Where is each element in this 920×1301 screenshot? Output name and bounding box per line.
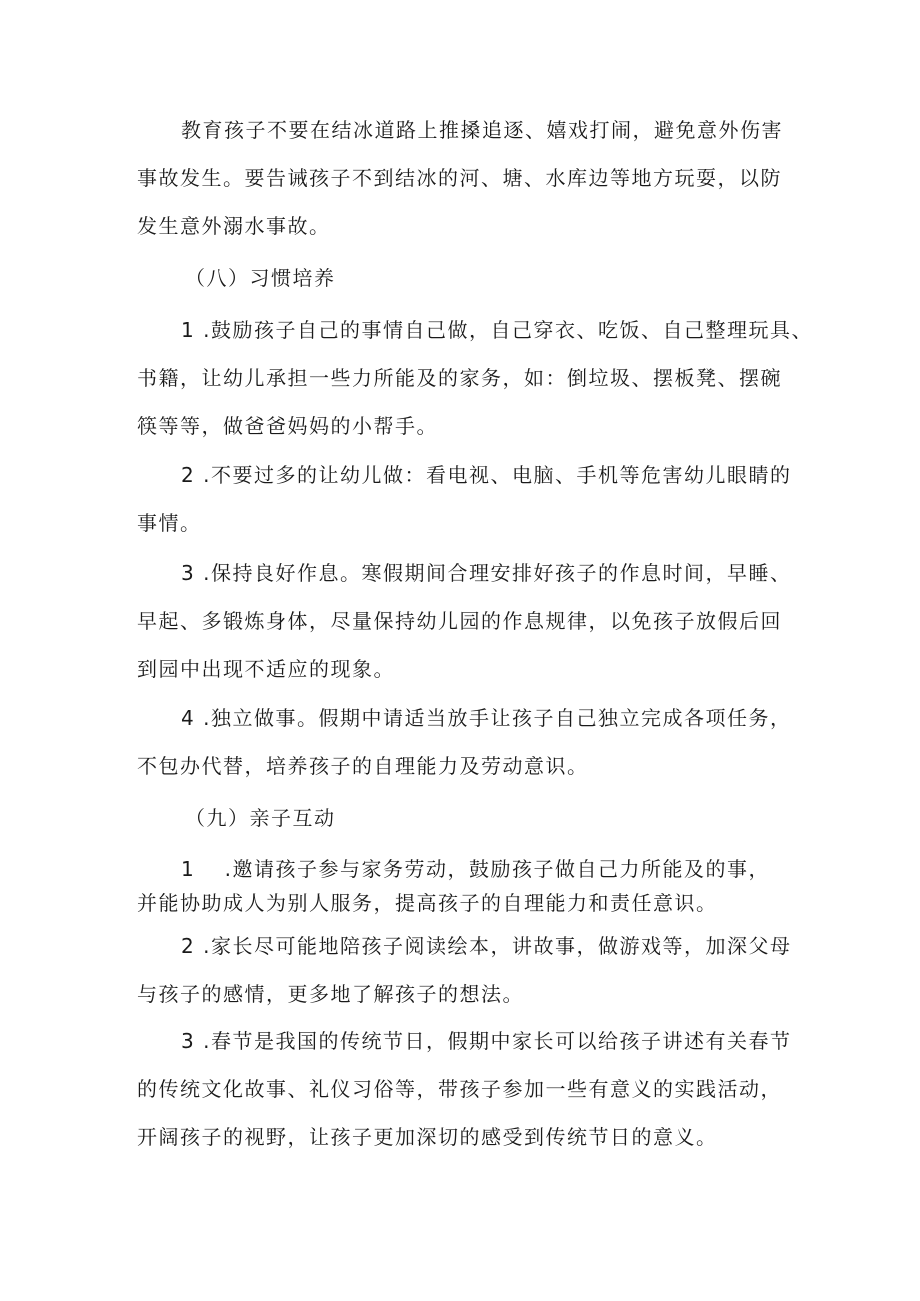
section-heading-parent-child: （九）亲子互动: [185, 806, 336, 830]
text-line: 早起、多锻炼身体，尽量保持幼儿园的作息规律，以免孩子放假后回: [137, 609, 782, 633]
text-line: 并能协助成人为别人服务，提高孩子的自理能力和责任意识。: [137, 891, 718, 915]
text-line: 3 .保持良好作息。寒假期间合理安排好孩子的作息时间，早睡、: [181, 561, 792, 585]
text-line: 3 .春节是我国的传统节日，假期中家长可以给孩子讲述有关春节: [181, 1029, 792, 1053]
paragraph-interaction-1: [137, 852, 797, 920]
text-line: 事故发生。要告诫孩子不到结冰的河、塘、水库边等地方玩耍，以防: [137, 166, 782, 190]
text-line: 1 .邀请孩子参与家务劳动，鼓励孩子做自己力所能及的事，: [181, 857, 770, 881]
paragraph-interaction-2: [137, 922, 797, 1018]
text-line: 不包办代替，培养孩子的自理能力及劳动意识。: [137, 754, 589, 778]
text-line: 2 .家长尽可能地陪孩子阅读绘本，讲故事，做游戏等，加深父母: [181, 934, 792, 958]
text-line: 发生意外溺水事故。: [137, 214, 331, 238]
text-line: 2 .不要过多的让幼儿做：看电视、电脑、手机等危害幼儿眼睛的: [181, 463, 792, 487]
paragraph-interaction-3: [137, 1017, 797, 1161]
text-line: 的传统文化故事、礼仪习俗等，带孩子参加一些有意义的实践活动，: [137, 1077, 782, 1101]
text-line: 到园中出现不适应的现象。: [137, 657, 395, 681]
text-line: 书籍，让幼儿承担一些力所能及的家务，如：倒垃圾、摆板凳、摆碗: [137, 366, 782, 390]
paragraph-ice-safety: [137, 106, 797, 250]
text-line: 事情。: [137, 511, 202, 535]
text-line: 4 .独立做事。假期中请适当放手让孩子自己独立完成各项任务，: [181, 706, 792, 730]
text-line: 1 .鼓励孩子自己的事情自己做，自己穿衣、吃饭、自己整理玩具、: [181, 318, 813, 342]
paragraph-habit-2: [137, 451, 797, 547]
paragraph-habit-3: [137, 549, 797, 693]
text-line: 与孩子的感情，更多地了解孩子的想法。: [137, 982, 524, 1006]
text-line: 筷等等，做爸爸妈妈的小帮手。: [137, 414, 438, 438]
text-line: 开阔孩子的视野，让孩子更加深切的感受到传统节日的意义。: [137, 1125, 718, 1149]
section-heading-habits: （八）习惯培养: [185, 266, 336, 290]
paragraph-habit-4: [137, 694, 797, 790]
text-line: 教育孩子不要在结冰道路上推搡追逐、嬉戏打闹，避免意外伤害: [181, 118, 783, 142]
paragraph-habit-1: [137, 306, 813, 450]
